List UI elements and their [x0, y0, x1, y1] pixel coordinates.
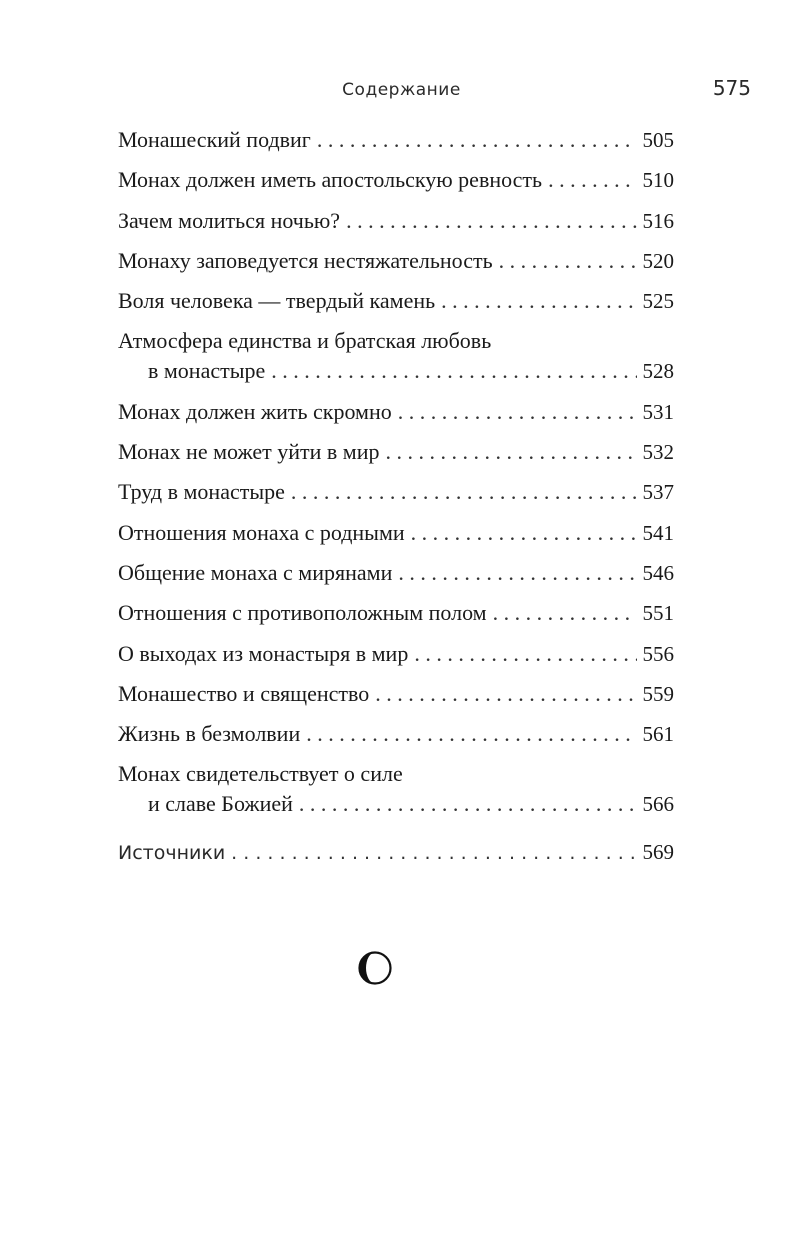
dot-leader [386, 437, 637, 467]
dot-leader [398, 558, 636, 588]
toc-entry-page: 505 [642, 128, 674, 152]
toc-entry-page: 556 [642, 641, 674, 666]
dot-leader [231, 838, 636, 868]
toc-entry-title-line2: и славе Божией [148, 791, 293, 817]
toc-entry-page: 546 [642, 560, 674, 585]
dot-leader [414, 639, 636, 669]
dot-leader [306, 719, 636, 749]
toc-entry-page: 537 [642, 480, 674, 505]
toc-entry-page: 525 [642, 289, 674, 314]
toc-entry[interactable] [118, 477, 674, 507]
toc-entry-page: 541 [642, 520, 674, 545]
toc-entry[interactable] [118, 679, 674, 709]
toc-entry-title: Монаху заповедуется нестяжательность [118, 247, 493, 273]
dot-leader [398, 397, 637, 427]
toc-entry-title: Зачем молиться ночью? [118, 207, 341, 233]
table-of-contents [118, 125, 674, 879]
toc-entry[interactable] [118, 639, 674, 669]
toc-entry-title: Труд в монастыре [118, 479, 285, 505]
dot-leader [499, 246, 637, 276]
page-number: 575 [712, 76, 751, 100]
toc-entry[interactable] [118, 286, 674, 316]
toc-entry-page: 528 [642, 359, 674, 384]
toc-entry-title: Монашеский подвиг [118, 127, 311, 152]
toc-entry-page: 531 [642, 399, 674, 424]
toc-entry-title: Источники [118, 842, 226, 865]
dot-leader [411, 518, 637, 548]
toc-entry[interactable] [118, 326, 674, 386]
toc-entry[interactable] [118, 598, 674, 628]
running-head: Содержание [342, 80, 461, 100]
toc-entry[interactable] [118, 397, 674, 427]
toc-entry-title: Жизнь в безмолвии [118, 721, 301, 747]
toc-entry-page: 516 [642, 208, 674, 233]
toc-entry-page: 551 [642, 601, 674, 626]
toc-entry-page: 566 [642, 792, 674, 817]
half-moon-circle-icon [358, 951, 392, 985]
toc-entry-page: 532 [642, 440, 674, 465]
toc-entry[interactable] [118, 125, 674, 155]
toc-entry-page: 559 [642, 681, 674, 706]
toc-entry-title: Монах должен жить скромно [118, 398, 392, 424]
toc-entry-page: 520 [642, 248, 674, 273]
dot-leader [291, 477, 637, 507]
toc-entry-title-line1: Атмосфера единства и братская любовь [118, 328, 492, 354]
dot-leader [375, 679, 636, 709]
toc-entry-page: 561 [642, 722, 674, 747]
toc-entry[interactable] [118, 206, 674, 236]
toc-entry[interactable] [118, 518, 674, 548]
dot-leader [548, 165, 636, 195]
toc-entry-title: О выходах из монастыря в мир [118, 640, 409, 666]
toc-entry-title: Общение монаха с мирянами [118, 559, 393, 585]
toc-entry-title-line1: Монах свидетельствует о силе [118, 761, 403, 787]
toc-entry[interactable] [118, 558, 674, 588]
toc-entry[interactable] [118, 719, 674, 749]
dot-leader [346, 206, 636, 236]
toc-entry-title: Монах не может уйти в мир [118, 439, 380, 465]
dot-leader [271, 356, 636, 386]
toc-entry-title: Монашество и священство [118, 680, 370, 706]
toc-entry-page: 569 [642, 840, 674, 865]
dot-leader [441, 286, 636, 316]
toc-entry[interactable] [118, 437, 674, 467]
toc-entry-title: Монах должен иметь апостольскую ревность [118, 167, 543, 193]
dot-leader [493, 598, 637, 628]
toc-entry[interactable] [118, 246, 674, 276]
toc-entry-page: 510 [642, 168, 674, 193]
toc-entry-title: Отношения с противоположным полом [118, 600, 487, 626]
toc-entry[interactable] [118, 165, 674, 195]
dot-leader [317, 125, 637, 155]
toc-entry-sources[interactable] [118, 837, 674, 868]
dot-leader [299, 789, 637, 819]
toc-entry-title-line2: в монастыре [148, 358, 266, 384]
toc-entry[interactable] [118, 759, 674, 819]
toc-entry-title: Воля человека — твердый камень [118, 288, 436, 314]
toc-entry-title: Отношения монаха с родными [118, 519, 405, 545]
